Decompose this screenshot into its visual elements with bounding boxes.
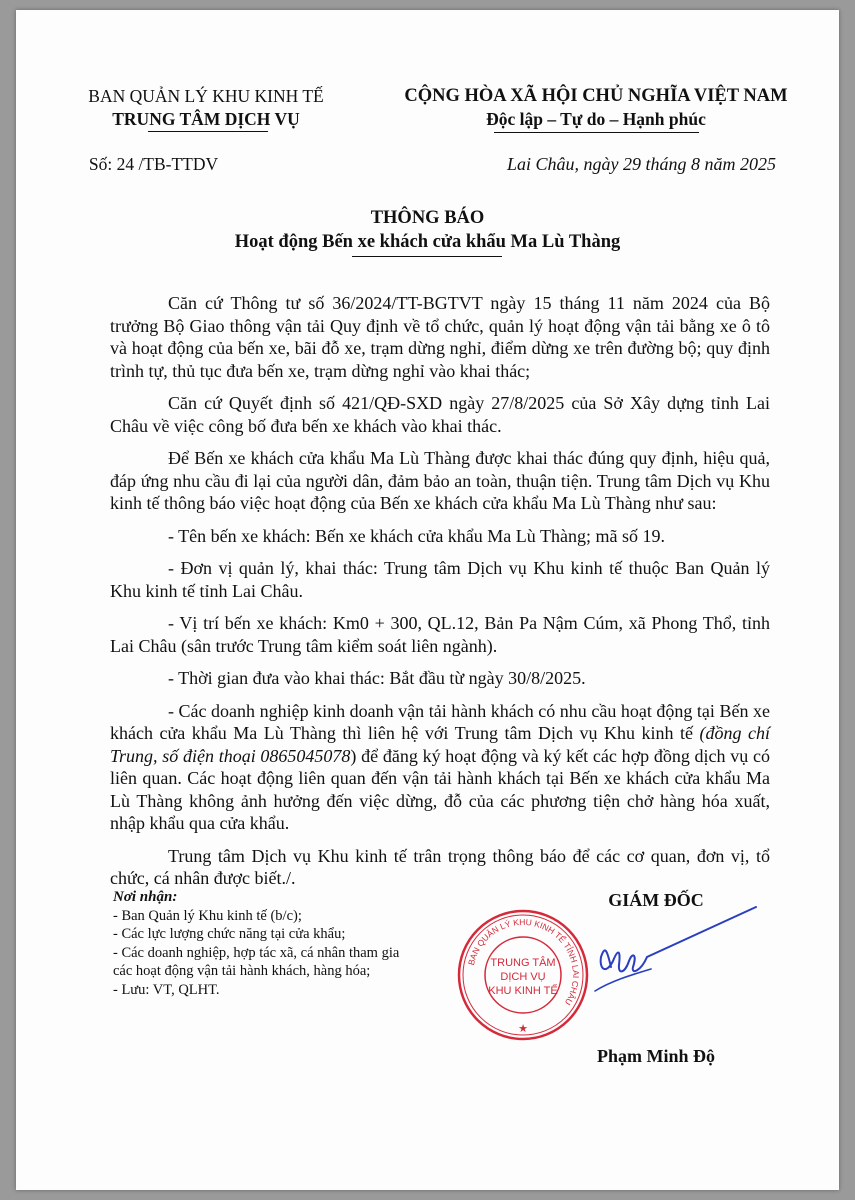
nation-title: CỘNG HÒA XÃ HỘI CHỦ NGHĨA VIỆT NAM bbox=[404, 86, 788, 106]
seal-line-2: DỊCH VỤ bbox=[500, 971, 546, 983]
handwritten-signature bbox=[571, 895, 771, 1005]
recipient-item: - Lưu: VT, QLHT. bbox=[113, 981, 220, 998]
contact-paragraph bbox=[110, 700, 770, 835]
signature-stroke bbox=[601, 907, 756, 971]
seal-line-3: KHU KINH TẾ bbox=[488, 985, 558, 997]
document-page bbox=[16, 10, 839, 1190]
contact-text-after: ) để đăng ký hoạt động và ký kết các hợp đồng dịch vụ có liên quan. Các hoạt động liên quan đến vận tải hành khách tại Bến xe khách cửa khẩu Ma Lù Thàng không ảnh hưởng đến việc dừng, đỗ của các phương tiện chở hàng hóa xuất, nhập khẩu qua cửa khẩu. bbox=[110, 745, 770, 833]
signer-name: Phạm Minh Độ bbox=[596, 1046, 715, 1066]
subtitle-underline bbox=[352, 256, 502, 257]
signature-underline-stroke bbox=[595, 969, 651, 991]
body-paragraph: Căn cứ Quyết định số 421/QĐ-SXD ngày 27/8/2025 của Sở Xây dựng tỉnh Lai Châu về việc công bố đưa bến xe khách vào khai thác. bbox=[110, 393, 770, 436]
contact-person-phone: (đồng chí Trung, số điện thoại 0865045078 bbox=[110, 723, 771, 766]
body-paragraph: - Thời gian đưa vào khai thác: Bắt đầu từ ngày 30/8/2025. bbox=[168, 668, 586, 688]
recipient-item: các hoạt động vận tải hành khách, hàng hóa; bbox=[113, 963, 371, 979]
document-body bbox=[110, 292, 770, 900]
recipient-item: - Ban Quản lý Khu kinh tế (b/c); bbox=[113, 907, 302, 924]
seal-ring-text: BAN QUẢN LÝ KHU KINH TẾ TỈNH LAI CHÂU bbox=[466, 916, 582, 1008]
official-seal bbox=[456, 908, 590, 1042]
unit-underline bbox=[148, 131, 268, 132]
document-subtitle: Hoạt động Bến xe khách cửa khẩu Ma Lù Thàng bbox=[234, 232, 621, 252]
motto-underline bbox=[494, 132, 699, 133]
unit-name: TRUNG TÂM DỊCH VỤ bbox=[112, 109, 300, 129]
seal-line-1: TRUNG TÂM bbox=[490, 957, 556, 969]
contact-text-before: - Các doanh nghiệp kinh doanh vận tải hành khách có nhu cầu hoạt động tại Bến xe khách cửa khẩu Ma Lù Thàng thì liên hệ với Trung tâm Dịch vụ Khu kinh tế bbox=[110, 700, 770, 743]
seal-star-icon: ★ bbox=[518, 1023, 528, 1035]
place-date: Lai Châu, ngày 29 tháng 8 năm 2025 bbox=[506, 154, 776, 174]
body-paragraph: - Đơn vị quản lý, khai thác: Trung tâm Dịch vụ Khu kinh tế thuộc Ban Quản lý Khu kinh tế tỉnh Lai Châu. bbox=[110, 558, 770, 601]
document-number: Số: 24 /TB-TTDV bbox=[88, 154, 219, 174]
recipient-item: - Các doanh nghiệp, hợp tác xã, cá nhân tham gia bbox=[113, 944, 400, 961]
recipients-heading: Nơi nhận: bbox=[113, 889, 178, 905]
recipients-block bbox=[113, 888, 399, 999]
agency-name: BAN QUẢN LÝ KHU KINH TẾ bbox=[88, 86, 324, 106]
signer-position: GIÁM ĐỐC bbox=[608, 890, 704, 910]
body-paragraph: - Tên bến xe khách: Bến xe khách cửa khẩu Ma Lù Thàng; mã số 19. bbox=[168, 525, 665, 546]
document-title: THÔNG BÁO bbox=[370, 208, 485, 228]
motto: Độc lập – Tự do – Hạnh phúc bbox=[486, 109, 706, 129]
body-paragraph: - Vị trí bến xe khách: Km0 + 300, QL.12, Bản Pa Nậm Cúm, xã Phong Thổ, tỉnh Lai Châu (sân trước Trung tâm kiểm soát liên ngành). bbox=[110, 613, 770, 656]
recipient-item: - Các lực lượng chức năng tại cửa khẩu; bbox=[113, 926, 346, 942]
body-paragraph: Để Bến xe khách cửa khẩu Ma Lù Thàng được khai thác đúng quy định, hiệu quả, đáp ứng nhu cầu đi lại của người dân, đảm bảo an toàn, thuận tiện. Trung tâm Dịch vụ Khu kinh tế thông báo việc hoạt động của Bến xe khách cửa khẩu Ma Lù Thàng như sau: bbox=[110, 448, 770, 513]
closing-paragraph: Trung tâm Dịch vụ Khu kinh tế trân trọng thông báo để các cơ quan, đơn vị, tổ chức, cá nhân được biết./. bbox=[110, 845, 770, 888]
body-paragraph: Căn cứ Thông tư số 36/2024/TT-BGTVT ngày 15 tháng 11 năm 2024 của Bộ trưởng Bộ Giao thông vận tải Quy định về tổ chức, quản lý hoạt động vận tải bằng xe ô tô và hoạt động của bến xe, bãi đỗ xe, trạm dừng nghỉ, điểm dừng xe trên đường bộ; quy định trình tự, thủ tục đưa bến xe, trạm dừng nghỉ vào khai thác; bbox=[110, 293, 770, 381]
